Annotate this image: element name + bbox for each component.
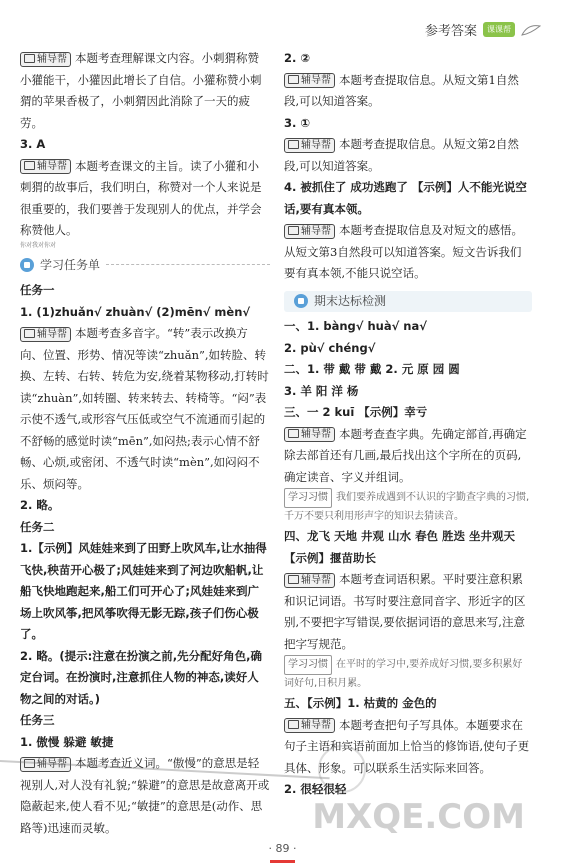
book-icon [288,575,299,584]
answer-paragraph: 辅导帮 本题考查提取信息。从短文第2自然段,可以知道答案。 [284,137,519,173]
answer-line: 2. ② [284,51,311,65]
guide-tag: 辅导帮 [284,718,335,733]
answer-line: 2. 很轻很轻 [284,782,347,796]
answer-line: 3. 羊 阳 洋 杨 [284,383,359,398]
header-badge: 课课帮 [483,22,515,37]
guide-tag: 辅导帮 [284,73,335,88]
guide-tag: 辅导帮 [284,138,335,153]
answer-line: 4. 被抓住了 成功逃跑了 【示例】人不能光说空话,要有真本领。 [284,180,527,216]
guide-tag: 辅导帮 [20,327,71,342]
answer-paragraph: 辅导帮 本题考查查字典。先确定部首,再确定除去部首还有几画,最后找出这个字所在的页码,确定读音、字义并组词。 [284,426,527,484]
header [425,20,541,39]
tip-tag: 学习习惯 [284,488,332,508]
section-title: 期末达标检测 [314,293,387,308]
answer-line: 1. (1)zhuǎn√ zhuàn√ (2)mēn√ mèn√ [20,304,251,319]
answer-line: 1.【示例】风娃娃来到了田野上吹风车,让水抽得飞快,秧苗开心极了;风娃娃来到了河边吹船帆,让船飞快地跑起来,船工们可开心了;风娃娃来到广场上吹风筝,把风筝吹得无影无踪,孩子们伤心极了。 [20,541,267,641]
book-icon [24,329,35,338]
section-header [284,291,532,313]
book-icon [288,75,299,84]
header-title: 参考答案 [424,24,477,39]
book-icon [24,54,35,63]
answer-line: 2. 略。(提示:注意在扮演之前,先分配好角色,确定台词。在扮演时,注意抓住人物的神态,读好人物之间的对话。) [20,648,262,706]
book-icon [24,161,35,170]
section-icon [20,258,34,272]
left-column [20,48,270,839]
answer-paragraph: 辅导帮 本题考查多音字。“转”表示改换方向、位置、形势、情况等读“zhuǎn”,如转脸、转换、左转、右转、转危为安,绕着某物移动,打转时读“zhuàn”,如转圈、转来转去、转椅等。“闷”表示使不透气,或形容气压低或空气不流通而引起的不舒畅的感觉时读“mēn”,如闷热;表示心情不舒畅、心烦,或密闭、不透气时读“mèn”,如闷闷不乐、烦闷等。 [20,326,269,491]
answer-line: 2. 略。 [20,498,60,512]
answer-number: 3. A [20,137,46,151]
answer-line: 三、一 2 kuī 【示例】幸亏 [284,405,428,419]
guide-tag: 辅导帮 [284,573,335,588]
study-tip: 学习习惯 在平时的学习中,要养成好习惯,要多积累好词好句,日积月累。 [284,655,532,693]
divider [106,264,270,266]
guide-tag: 辅导帮 [20,52,71,67]
guide-tag: 辅导帮 [20,159,71,174]
page-footer [0,842,565,855]
section-icon [294,294,308,308]
guide-tag: 辅导帮 [284,224,335,239]
guide-tag: 辅导帮 [284,427,335,442]
answer-paragraph: 辅导帮 本题考查近义词。“傲慢”的意思是轻视别人,对人没有礼貌;“躲避”的意思是故意离开或隐蔽起来,使人看不见;“敏捷”的意思是(动作、思路等)迅速而灵敏。 [20,756,270,835]
book-icon [288,140,299,149]
answer-paragraph: 辅导帮 本题考查把句子写具体。本题要求在句子主语和宾语前面加上恰当的修饰语,使句子更具体、形象。可以联系生活实际来回答。 [284,717,530,775]
task-title: 任务一 [20,283,55,297]
task-title: 任务二 [20,519,55,534]
handwritten-note: 你对我对你对 [20,241,57,249]
section-title: 学习任务单 [40,257,101,272]
answer-line: 1. 傲慢 躲避 敏捷 [20,734,114,749]
section-header [20,255,270,277]
answer-paragraph: 辅导帮 本题考查词语积累。平时要注意积累和识记词语。书写时要注意同音字、形近字的区别,不要把字写错误,要依据词语的意思来写,注意把字写规范。 [284,572,526,651]
answer-paragraph: 辅导帮 本题考查提取信息及对短文的感悟。从短文第3自然段可以知道答案。短文告诉我们要有真本领,不能只说空话。 [284,223,523,280]
answer-paragraph: 辅导帮 本题考查提取信息。从短文第1自然段,可以知道答案。 [284,72,519,108]
leaf-icon [521,24,541,36]
study-tip: 学习习惯 我们要养成遇到不认识的字勤查字典的习惯,千万不要只利用形声字的知识去猜读音。 [284,488,532,526]
answer-line: 一、1. bàng√ huà√ na√ [284,319,427,333]
answer-paragraph: 辅导帮 本题考查课文的主旨。读了小獾和小刺猬的故事后，我们明白，称赞对一个人来说是很重要的，我们要善于发现别人的优点，并学会称赞他人。 [20,158,262,237]
answer-line: 五、【示例】1. 枯黄的 金色的 [284,696,437,710]
watermark: MXQE.COM [312,797,525,837]
watermark-circle [318,745,366,793]
answer-line: 二、1. 带 戴 带 戴 2. 元 原 园 圆 [284,362,460,376]
answer-line: 四、龙飞 天地 井观 山水 春色 胜迭 坐井观天 【示例】揠苗助长 [284,529,516,565]
book-icon [288,226,299,235]
tip-tag: 学习习惯 [284,655,332,675]
book-icon [288,429,299,438]
guide-tag: 辅导帮 [20,757,71,772]
right-column [284,48,532,801]
task-title: 任务三 [20,713,55,727]
page-number: · 89 · [268,842,297,855]
book-icon [288,720,299,729]
answer-line: 3. ① [284,115,311,130]
answer-line: 2. pù√ chéng√ [284,340,376,355]
answer-paragraph: 辅导帮 本题考查理解课文内容。小刺猬称赞小獾能干，小獾因此增长了自信。小獾称赞小刺猬的苹果香极了，小刺猬因此消除了一天的疲劳。 [20,51,262,130]
